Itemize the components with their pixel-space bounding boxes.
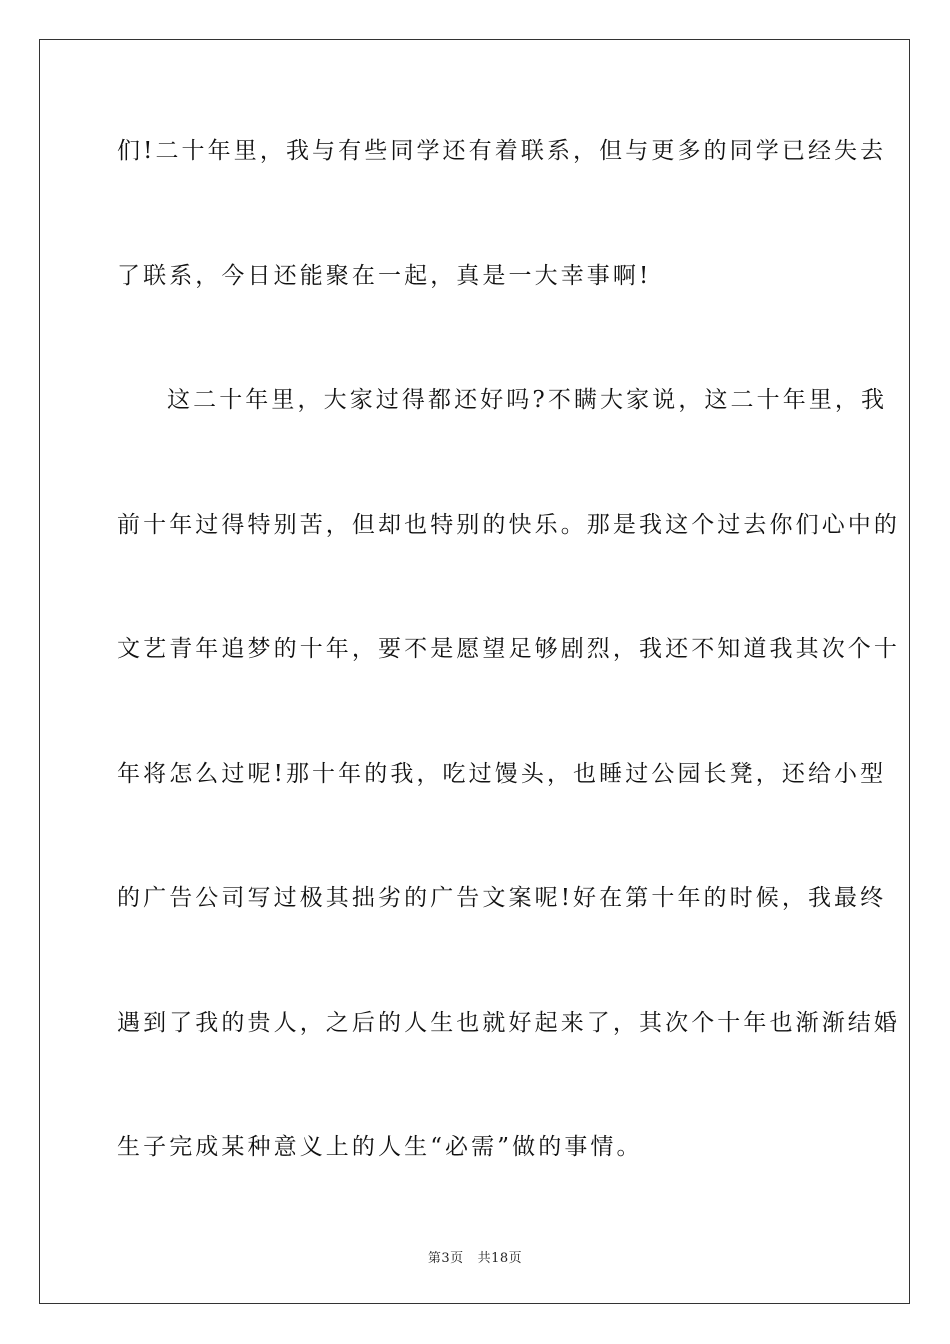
text-line: 们!二十年里，我与有些同学还有着联系，但与更多的同学已经失去 xyxy=(117,138,887,164)
paragraph-first-line: 这二十年里，大家过得都还好吗?不瞒大家说，这二十年里，我 xyxy=(167,387,888,413)
text-line: 的广告公司写过极其拙劣的广告文案呢!好在第十年的时候，我最终 xyxy=(117,885,887,911)
page-number: 第3页 xyxy=(427,1251,464,1266)
text-line: 文艺青年追梦的十年，要不是愿望足够剧烈，我还不知道我其次个十 xyxy=(117,636,900,662)
text-line: 遇到了我的贵人，之后的人生也就好起来了，其次个十年也渐渐结婚 xyxy=(117,1009,900,1036)
text-line: 了联系，今日还能聚在一起，真是一大幸事啊! xyxy=(117,262,652,289)
text-line: 生子完成某种意义上的人生“必需”做的事情。 xyxy=(117,1134,643,1160)
text-line: 年将怎么过呢!那十年的我，吃过馒头，也睡过公园长凳，还给小型 xyxy=(117,760,887,787)
document-body xyxy=(117,126,900,1247)
page-total: 共18页 xyxy=(477,1251,523,1266)
page-footer xyxy=(0,1247,950,1266)
text-line: 前十年过得特别苦，但却也特别的快乐。那是我这个过去你们心中的 xyxy=(117,511,900,538)
